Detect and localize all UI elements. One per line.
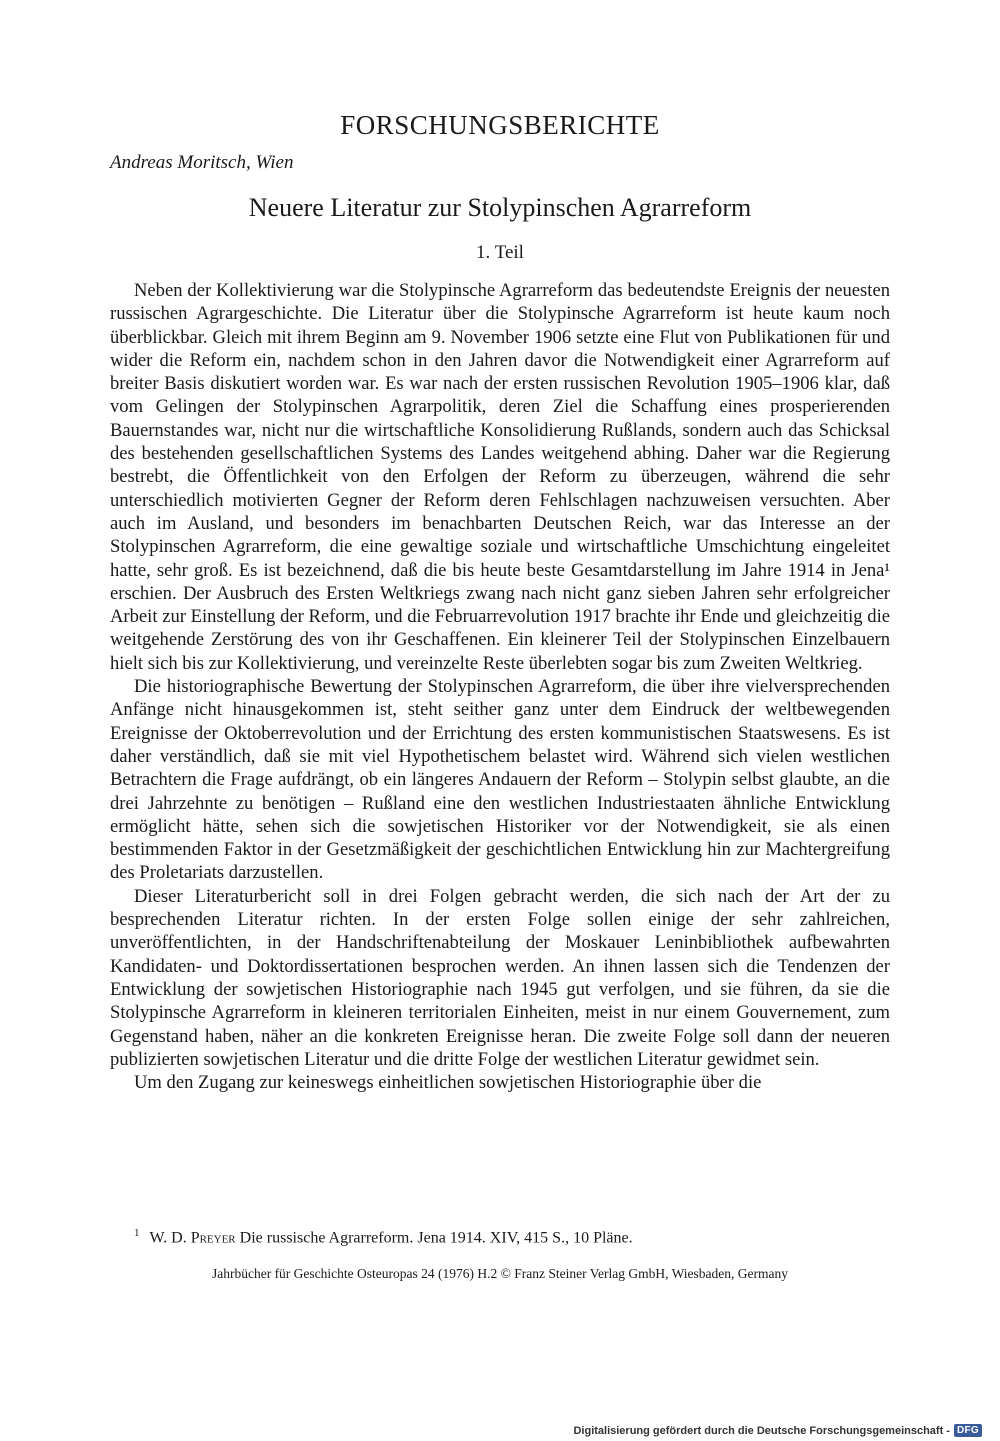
article-title: Neuere Literatur zur Stolypinschen Agrarreform <box>248 193 752 222</box>
paragraph-2: Die historiographische Bewertung der Stolypinschen Agrarreform, die über ihre vielversprechenden Anfänge nicht hinausgekommen ist, steht seither ganz unter dem Eindruck der weltbewegenden Ereignisse der Oktoberrevolution und der Errichtung des ersten kommunistischen Staatswesens. Es ist daher verständlich, daß sie mit viel Hypothetischem belastet wird. Während sich vielen westlichen Betrachtern die Frage aufdrängt, ob ein längeres Andauern der Reform – Stolypin selbst glaubte, an die drei Jahrzehnte zu benötigen – Rußland eine den westlichen Industriestaaten ähnliche Entwicklung ermöglicht hätte, sehen sich die sowjetischen Historiker vor der Notwendigkeit, sie als einen bestimmenden Faktor in der Gesetzmäßigkeit der geschichtlichen Entwicklung hin zur Machtergreifung des Proletariats darzustellen. <box>110 676 890 884</box>
dfg-logo: DFG <box>954 1424 982 1437</box>
footnote <box>134 1223 894 1248</box>
paragraph-1: Neben der Kollektivierung war die Stolypinsche Agrarreform das bedeutendste Ereignis der neuesten russischen Agrargeschichte. Die Literatur über die Stolypinsche Agrarreform ist heute kaum noch überblickbar. Gleich mit ihrem Beginn am 9. November 1906 setzte eine Flut von Publikationen für und wider die Reform ein, nachdem schon in den Jahren davor die Notwendigkeit einer Agrarreform auf breiter Basis diskutiert worden war. Es war nach der ersten russischen Revolution 1905–1906 klar, daß vom Gelingen der Stolypinschen Agrarpolitik, deren Ziel die Schaffung eines prosperierenden Bauernstandes war, nicht nur die wirtschaftliche Konsolidierung Rußlands, sondern auch das Schicksal des bestehenden gesellschaftlichen Systems des Landes weitgehend abhing. Daher war die Regierung bestrebt, die Öffentlichkeit von den Erfolgen der Reform zu überzeugen, während die sehr unterschiedlich motivierten Gegner der Reform deren Fehlschlagen nachzuweisen versuchten. Aber auch im Ausland, und besonders im benachbarten Deutschen Reich, war das Interesse an der Stolypinschen Agrarreform, die eine gewaltige soziale und wirtschaftliche Umschichtung eingeleitet hatte, sehr groß. Es ist bezeichnend, daß die bis heute beste Gesamtdarstellung im Jahre 1914 in Jena¹ erschien. Der Ausbruch des Ersten Weltkriegs zwang nach nicht ganz sieben Jahren sehr erfolgreicher Arbeit zur Einstellung der Reform, und die Februarrevolution 1917 brachte ihr Ende und gleichzeitig die weitgehende Zerstörung des von ihr Geschaffenen. Ein kleinerer Teil der Stolypinschen Einzelbauern hielt sich bis zur Kollektivierung, und vereinzelte Reste überlebten sogar bis zum Zweiten Weltkrieg. <box>110 280 890 674</box>
footnote-mark: 1 <box>134 1227 140 1239</box>
paragraph-4: Um den Zugang zur keineswegs einheitlichen sowjetischen Historiographie über die <box>134 1072 762 1094</box>
footnote-text: Die russische Agrarreform. Jena 1914. XIV, 415 S., 10 Pläne. <box>239 1229 633 1247</box>
part-label: 1. Teil <box>476 242 524 263</box>
journal-imprint: Jahrbücher für Geschichte Osteuropas 24 (1976) H.2 © Franz Steiner Verlag GmbH, Wiesbaden, Germany <box>211 1266 789 1281</box>
article-body <box>110 279 890 1094</box>
author-line: Andreas Moritsch, Wien <box>110 152 294 173</box>
section-heading: FORSCHUNGSBERICHTE <box>340 110 660 140</box>
digitization-notice <box>573 1424 982 1437</box>
footnote-author: W. D. Preyer <box>149 1229 236 1247</box>
digitization-text: Digitalisierung gefördert durch die Deutsche Forschungsgemeinschaft - <box>573 1424 950 1437</box>
paragraph-3: Dieser Literaturbericht soll in drei Folgen gebracht werden, die sich nach der Art der zu besprechenden Literatur richten. In der ersten Folge sollen einige der sehr zahlreichen, unveröffentlichten, in der Handschriftenabteilung der Moskauer Leninbibliothek aufbewahrten Kandidaten- und Doktordissertationen besprochen werden. An ihnen lassen sich die Tendenzen der Entwicklung der sowjetischen Historiographie nach 1945 gut verfolgen, und sie führen, da sie die Stolypinsche Agrarreform in kleineren territorialen Einheiten, meist in nur einem Gouvernement, zum Gegenstand haben, näher an die konkreten Ereignisse heran. Die zweite Folge soll dann der neueren publizierten sowjetischen Literatur und die dritte Folge der westlichen Literatur gewidmet sein. <box>110 885 890 1070</box>
